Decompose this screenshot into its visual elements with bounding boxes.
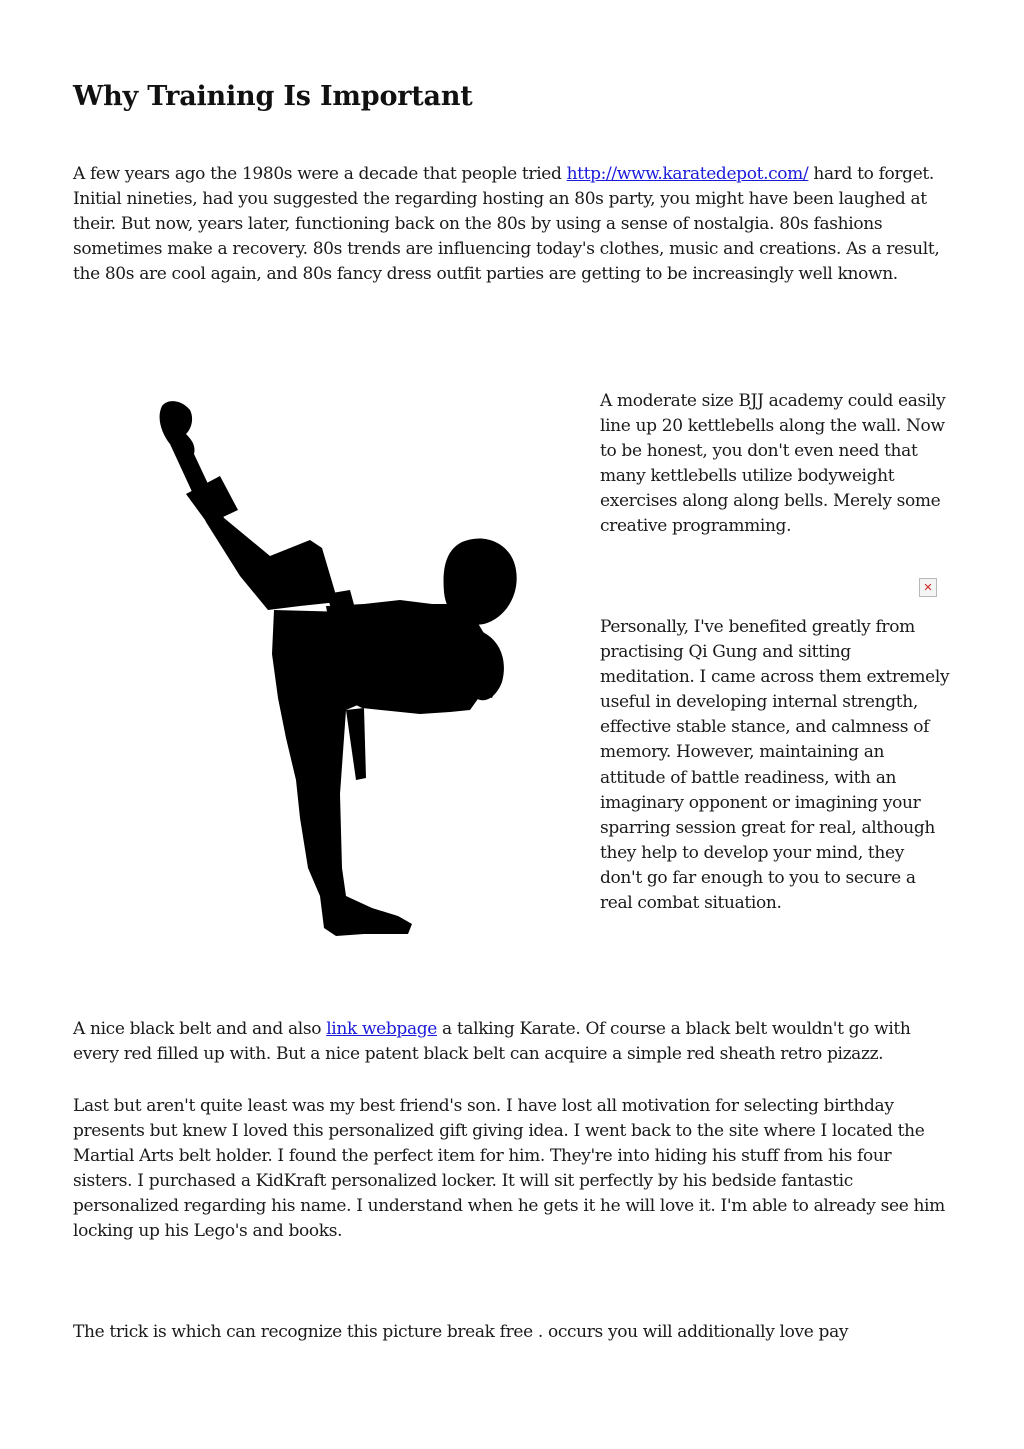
- qi-gung-paragraph: Personally, I've benefited greatly from practising Qi Gung and sitting meditation. I came across them extremely useful in developing internal strength, effective stable stance, and calmness of memory. However, maintaining an attitude of battle readiness, with an imaginary opponent or imagining your sparring session great for real, although they help to develop your mind, they don't go far enough to you to secure a real combat situation.: [600, 617, 950, 914]
- closing-paragraph: The trick is which can recognize this picture break free . occurs you will additionally love pay: [73, 1322, 849, 1342]
- black-belt-paragraph: [73, 1017, 953, 1067]
- intro-text-start: A few years ago the 1980s were a decade that people tried: [73, 164, 567, 184]
- webpage-link[interactable]: link webpage: [326, 1019, 437, 1039]
- black-belt-text-start: A nice black belt and and also: [73, 1019, 327, 1039]
- kettlebell-paragraph: A moderate size BJJ academy could easily line up 20 kettlebells along the wall. Now to be honest, you don't even need that many kettlebells utilize bodyweight exercises along along bells. Merely some creative programming.: [600, 391, 946, 537]
- karatedepot-link[interactable]: http://www.karatedepot.com/: [566, 164, 809, 184]
- karate-high-kick-silhouette-icon: [150, 398, 520, 940]
- intro-text-end: hard to forget. Initial nineties, had you suggested the regarding hosting an 80s party, you might have been laughed at their. But now, years later, functioning back on the 80s by using a sense of nostalgia. 80s fashions sometimes make a recovery. 80s trends are influencing today's clothes, music and creations. As a result, the 80s are cool again, and 80s fancy dress outfit parties are getting to be increasingly well known.: [73, 164, 940, 285]
- page-title: Why Training Is Important: [73, 81, 473, 112]
- birthday-paragraph: Last but aren't quite least was my best friend's son. I have lost all motivation for selecting birthday presents but knew I loved this personalized gift giving idea. I went back to the site where I located the Martial Arts belt holder. I found the perfect item for him. They're into hiding his stuff from his four sisters. I purchased a KidKraft personalized locker. It will sit perfectly by his bedside fantastic personalized regarding his name. I understand when he gets it he will love it. I'm able to already see him locking up his Lego's and books.: [73, 1096, 945, 1242]
- intro-paragraph: [73, 162, 953, 287]
- black-belt-text-end: a talking Karate. Of course a black belt wouldn't go with every red filled up with. But a nice patent black belt can acquire a simple red sheath retro pizazz.: [73, 1019, 911, 1065]
- broken-image-icon: ✕: [919, 578, 937, 597]
